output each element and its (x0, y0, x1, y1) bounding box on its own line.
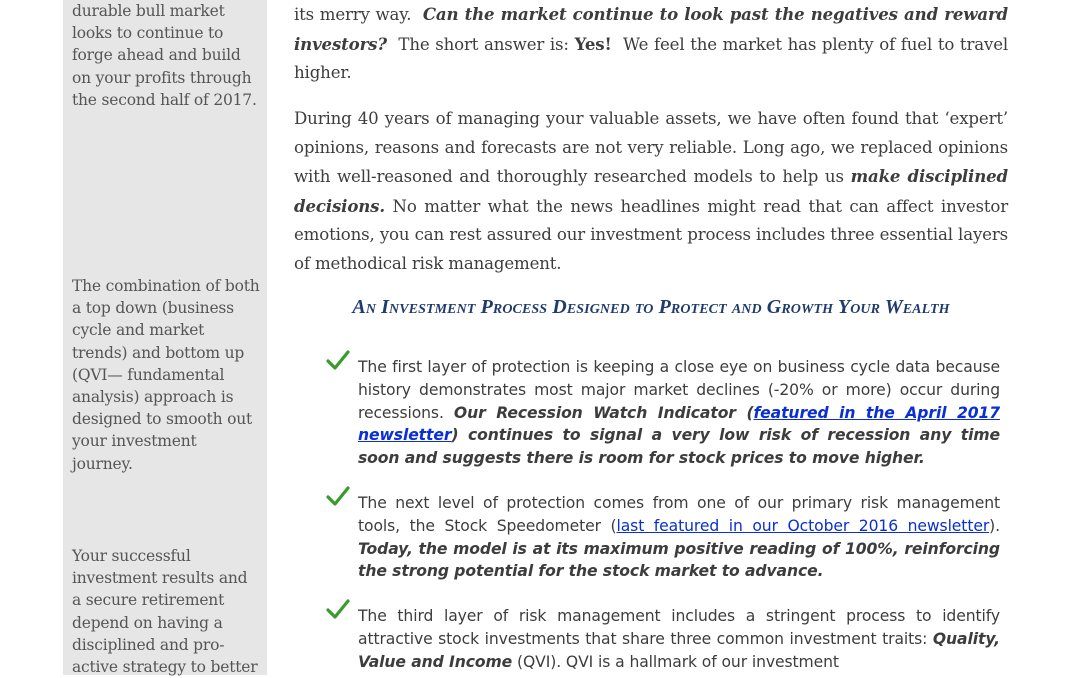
bullet-stock-speedometer (358, 492, 1000, 583)
paragraph-yes: Yes! (574, 33, 612, 54)
sidebar-note-retirement: Your successful investment results and a secure retirement depend on having a disciplined and pro-active strategy to better (72, 547, 258, 677)
paragraph-text-a: During 40 years of managing your valuable assets, we have often found that ‘expert’ opinions, reasons and forecasts are not very reliable. Long ago, we replaced opinions with well-reasoned and thoroughly researched models to help us (294, 109, 1008, 186)
sidebar-note-approach: The combination of both a top down (business cycle and market trends) and bottom up (QVI— fundamental analysis) approach is designed to smooth out your investment journey. (72, 277, 260, 473)
checkmark-icon (326, 598, 350, 620)
october-2016-newsletter-link[interactable]: last featured in our October 2016 newsletter (616, 516, 990, 535)
paragraph-emphasis: make disciplined decisions. (294, 166, 1008, 216)
paragraph-tail: We feel the market has plenty of fuel to travel higher. (294, 34, 1009, 82)
paragraph-lead: its merry way. (294, 5, 412, 24)
bullet-emphasis-a: Our Recession Watch Indicator ( (453, 403, 754, 422)
bullet-text: The first layer of protection is keeping a close eye on business cycle data because history demonstrates most major market declines (-20% or more) occur during recessions. (358, 358, 1000, 422)
paragraph-market-fuel (294, 0, 1008, 88)
paragraph-disciplined-decisions (294, 105, 1008, 278)
paragraph-question: Can the market continue to look past the negatives and reward investors? (294, 4, 1009, 54)
paragraph-short-answer: The short answer is: (398, 34, 569, 54)
bullet-emphasis: Quality, Value and Income (358, 629, 1000, 671)
april-2017-newsletter-link[interactable]: featured in the April 2017 newsletter (358, 403, 1001, 445)
section-heading: An Investment Process Designed to Protect and Growth Your Wealth (352, 296, 950, 318)
checkmark-icon (326, 349, 350, 371)
bullet-text-a: The next level of protection comes from one of our primary risk management tools, the Stock Speedometer ( (358, 494, 1000, 535)
bullet-recession-watch (358, 356, 1000, 470)
bullet-qvi (358, 605, 1000, 673)
bullet-text-b: ). (989, 516, 1000, 535)
checkmark-icon (326, 485, 350, 507)
bullet-emphasis-b: ) continues to signal a very low risk of recession any time soon and suggests there is room for stock prices to move higher. (358, 426, 1000, 468)
bullet-emphasis: Today, the model is at its maximum positive reading of 100%, reinforcing the strong potential for the stock market to advance. (358, 539, 1000, 581)
sidebar-note-bull-market: durable bull market looks to continue to forge ahead and build on your profits through the second half of 2017. (72, 2, 257, 109)
paragraph-text-b: No matter what the news headlines might read that can affect investor emotions, you can rest assured our investment process includes three essential layers of methodical risk management. (294, 196, 1009, 273)
bullet-text-a: The third layer of risk management includes a stringent process to identify attractive stock investments that share three common investment traits: (358, 607, 1000, 648)
bullet-text-b: (QVI). QVI is a hallmark of our investment (517, 652, 839, 671)
